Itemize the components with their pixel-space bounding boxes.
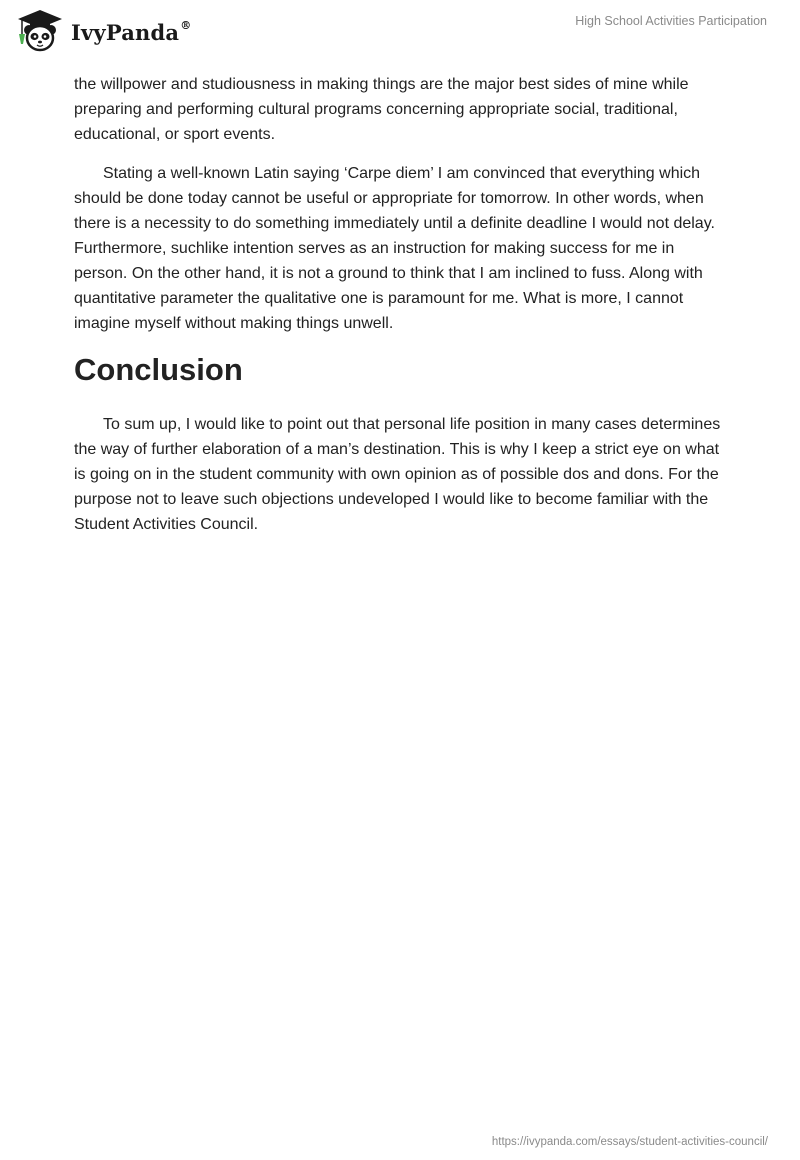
ivypanda-logo[interactable] bbox=[14, 8, 191, 52]
paragraph-continuation: the willpower and studiousness in making things are the major best sides of mine while preparing and performing cultural programs concerning appropriate social, traditional, educational, or sport events. bbox=[74, 76, 689, 143]
paragraph-conclusion: To sum up, I would like to point out that personal life position in many cases determines the way of further elaboration of a man’s destination. This is why I keep a strict eye on what is going on in the student community with own opinion as of possible dos and dons. For the purpose not to leave such objections undeveloped I would like to become familiar with the Student Activities Council. bbox=[74, 416, 721, 533]
brand-name bbox=[71, 20, 191, 45]
panda-graduate-icon bbox=[14, 8, 66, 52]
page-header bbox=[0, 0, 800, 70]
source-url[interactable]: https://ivypanda.com/essays/student-activities-council/ bbox=[491, 1136, 768, 1148]
registered-mark: ® bbox=[180, 18, 192, 32]
brand-name-text: IvyPanda bbox=[71, 19, 180, 45]
section-heading-conclusion: Conclusion bbox=[74, 352, 243, 387]
essay-body bbox=[74, 72, 726, 551]
paragraph-carpe-diem: Stating a well-known Latin saying ‘Carpe diem’ I am convinced that everything which should be done today cannot be useful or appropriate for tomorrow. In other words, when there is a necessity to do something immediately until a definite deadline I would not delay. Furthermore, suchlike intention serves as an instruction for making success for me in person. On the other hand, it is not a ground to think that I am inclined to fuss. Along with quantitative parameter the qualitative one is paramount for me. What is more, I cannot imagine myself without making things unwell. bbox=[74, 165, 715, 332]
document-title: High School Activities Participation bbox=[575, 14, 767, 28]
